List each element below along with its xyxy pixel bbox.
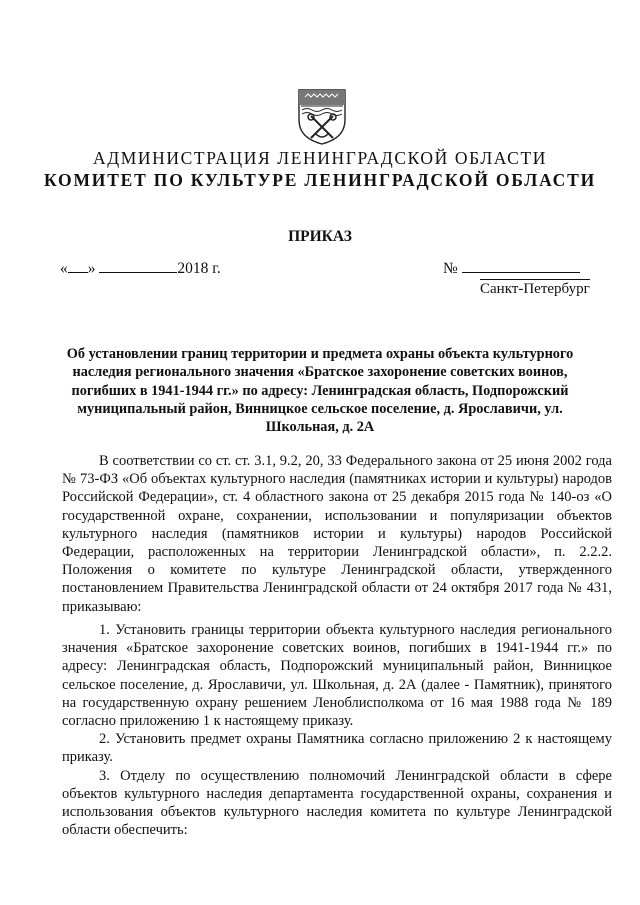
order-number — [443, 258, 580, 278]
date-year: 2018 г. — [177, 260, 221, 277]
place-of-issue: Санкт-Петербург — [480, 281, 590, 297]
committee-name: КОМИТЕТ ПО КУЛЬТУРЕ ЛЕНИНГРАДСКОЙ ОБЛАСТИ — [44, 170, 596, 190]
order-item-1: 1. Установить границы территории объекта культурного наследия регионального значения «Братское захоронение советских воинов, погибших в 1941-1944 гг.» по адресу: Ленинградская область, Подпорожский муниципальный район, Винницкое сельское поселение, д. Ярославичи, ул. Школьная, д. 2А (далее - Памятник), принятого на государственную охрану решением Леноблисполкома от 16 мая 1988 года № 189 согласно приложению 1 к настоящему приказу. — [62, 622, 612, 730]
organization-name: АДМИНИСТРАЦИЯ ЛЕНИНГРАДСКОЙ ОБЛАСТИ — [93, 148, 547, 168]
order-title: Об установлении границ территории и предмета охраны объекта культурного наследия регионального значения «Братское захоронение советских воинов, погибших в 1941-1944 гг.» по адресу: Ленинградская область, Подпорожский муниципальный район, Винницкое сельское поселение, д. Ярославичи, ул. Школьная, д. 2А — [66, 346, 574, 436]
preamble-text: В соответствии со ст. ст. 3.1, 9.2, 20, 33 Федерального закона от 25 июня 2002 года № 73-ФЗ «Об объектах культурного наследия (памятниках истории и культуры) народов Российской Федерации», ст. 4 областного закона от 25 декабря 2015 года № 140-оз «О государственной охране, сохранении, использовании и популяризации объектов культурного наследия (памятников истории и культуры) народов Российской Федерации, расположенных на территории Ленинградской области», п. 2.2.2. Положения о комитете по культуре Ленинградской области, утвержденного постановлением Правительства Ленинградской области от 24 октября 2017 года № 431, приказываю: — [62, 453, 612, 615]
date-month-field — [99, 258, 177, 273]
document-type-heading: ПРИКАЗ — [288, 228, 352, 245]
date-day-field — [68, 258, 88, 273]
order-item-3: 3. Отделу по осуществлению полномочий Ленинградской области в сфере объектов культурного наследия департамента государственной охраны, сохранения и использования объектов культурного наследия комитета по культуре Ленинградской области обеспечить: — [62, 767, 612, 839]
number-sign: № — [443, 260, 458, 277]
date-close-quote: » — [87, 260, 96, 277]
leningrad-oblast-coat-of-arms-icon — [297, 86, 347, 146]
date-open-quote: « — [60, 260, 68, 277]
order-item-2: 2. Установить предмет охраны Памятника согласно приложению 2 к настоящему приказу. — [62, 731, 612, 766]
order-date — [60, 258, 221, 278]
order-number-field — [462, 258, 580, 273]
order-items — [62, 621, 612, 839]
preamble — [62, 452, 612, 616]
